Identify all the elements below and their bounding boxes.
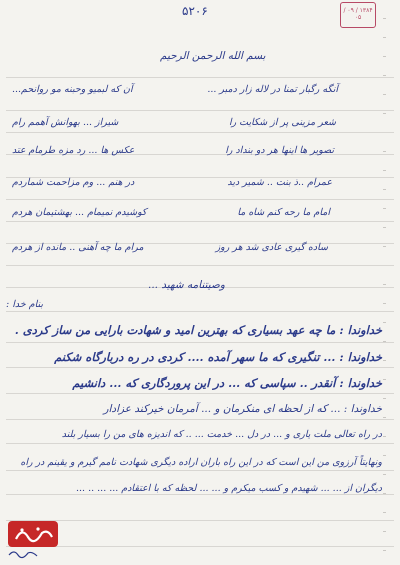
navide-shahed-logo-icon	[8, 521, 58, 547]
poem-row-5-left: کوشیدم نمیمام ... بهشتیمان هردم	[12, 207, 147, 218]
body-line-3: خداوندا : آنقدر .. سپاسی که ... در این پروردگاری که ... دانشیم	[72, 376, 382, 390]
poem-row-2-left: شیراز ... بهوانش آهمم رام	[12, 117, 119, 128]
side-label: بنام خدا :	[6, 299, 44, 310]
body-line-6: ونهایتاً آرزوی من این است که در این راه باران اراده دیگری شهادت نامم گیرم و یقینم در راه	[20, 457, 382, 468]
poem-row-1-left: آن که لبمیو وحبنه مو روانحم...	[12, 84, 133, 95]
poem-row-3-right: تصویر ها اینها هر دو بنداد را	[225, 145, 334, 156]
body-line-5: در راه تعالی ملت یاری و ... در دل ... خدمت ... .. که اندیزه های من را بسیار بلند	[61, 429, 382, 440]
page-number: ۵۲۰۶	[182, 4, 208, 18]
poem-row-5-right: امام ما رحه کنم شاه ما	[237, 207, 330, 218]
signature-scribble-icon	[8, 547, 38, 559]
poem-row-6-right: ساده گیری عادی شد هر روز	[215, 242, 328, 253]
right-edge-margin	[383, 0, 386, 565]
poem-row-2-right: شعر مزینی پر از شکایت را	[228, 117, 336, 128]
body-line-4: خداوندا : ... که از لحظه ای منکرمان و ... آمرمان خیرکند عزادار	[103, 403, 382, 415]
poem-row-4-left: در هنم ... وم مزاحمت شماردم	[12, 177, 135, 188]
bismillah-heading: بسم الله الرحمن الرحیم	[160, 50, 266, 62]
archive-stamp	[340, 2, 376, 28]
poem-row-1-right: آنگه رگبار تمنا در لاله زار دمبر ...	[207, 84, 338, 95]
body-line-7: دیگران از ... ... شهیدم و کسب میکرم و ... ... لحظه که با اعتقادم ... ... .. ...	[76, 483, 382, 494]
body-line-2: خداوندا : ... تنگیری که ما سهر آمده .... کردی در ره دربارگاه شکنم	[54, 350, 382, 364]
stamp-text: ۱۳۸۴ / ۰۹ / ۰۵	[343, 7, 373, 21]
poem-row-6-left: مرام ما چه آهنی .. مانده از هردم	[12, 242, 144, 253]
poem-row-4-right: عمرام ..ذ بنت .. شمیر دید	[227, 177, 332, 188]
poem-row-3-left: عکس ها ... رد مزه طرمام عتد	[12, 145, 135, 156]
body-line-1: خداوندا : ما چه عهد بسیاری که بهترین امید و شهادت بارایی من ساز کردی .	[14, 323, 382, 337]
section-title: وصیتنامه شهید ...	[148, 279, 225, 291]
